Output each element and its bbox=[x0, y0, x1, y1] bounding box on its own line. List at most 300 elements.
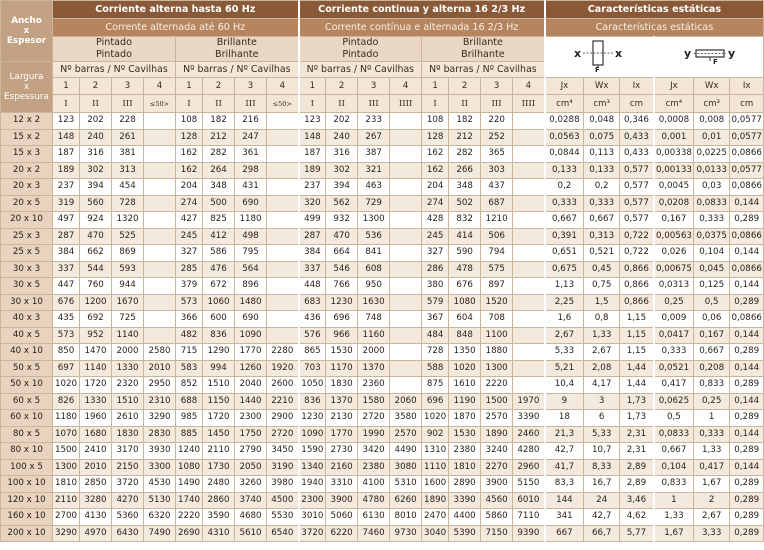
static-cell: 0,667 bbox=[584, 212, 620, 229]
ampacity-cell: 2300 bbox=[299, 492, 326, 509]
size-cell: 20 x 2 bbox=[1, 162, 53, 179]
bar-count-header: 1 bbox=[176, 78, 203, 95]
ampacity-cell: 1330 bbox=[112, 360, 144, 377]
ampacity-cell: 261 bbox=[112, 129, 144, 146]
ampacity-cell: 600 bbox=[203, 311, 235, 328]
ampacity-cell: 212 bbox=[449, 129, 481, 146]
ampacity-cell: 1530 bbox=[449, 426, 481, 443]
size-cell: 200 x 10 bbox=[1, 525, 53, 542]
bar-count-header: 4 bbox=[513, 78, 545, 95]
ampacity-cell: 123 bbox=[299, 113, 326, 130]
ampacity-cell: 3280 bbox=[80, 492, 112, 509]
ampacity-cell: 348 bbox=[203, 179, 235, 196]
ampacity-cell: 1770 bbox=[235, 344, 267, 361]
ampacity-cell bbox=[144, 278, 176, 295]
static-cell: 0,0866 bbox=[730, 179, 764, 196]
ampacity-cell bbox=[267, 195, 299, 212]
ampacity-cell: 1670 bbox=[112, 294, 144, 311]
ampacity-cell: 435 bbox=[53, 311, 80, 328]
static-cell: 0,144 bbox=[730, 459, 764, 476]
table-row bbox=[1, 162, 764, 179]
ampacity-cell: 380 bbox=[422, 278, 449, 295]
ampacity-cell: 869 bbox=[112, 245, 144, 262]
size-cell: 100 x 5 bbox=[1, 459, 53, 476]
ampacity-cell: 2010 bbox=[144, 360, 176, 377]
roman-units-row bbox=[1, 95, 764, 113]
ampacity-cell: 3590 bbox=[203, 509, 235, 526]
ampacity-cell: 187 bbox=[299, 146, 326, 163]
ampacity-cell: 6430 bbox=[112, 525, 144, 542]
ampacity-cell: 387 bbox=[358, 146, 390, 163]
static-cell: 0,104 bbox=[694, 245, 730, 262]
bar-count-header: 2 bbox=[203, 78, 235, 95]
ampacity-cell: 1480 bbox=[235, 294, 267, 311]
ampacity-cell: 162 bbox=[176, 162, 203, 179]
static-cell: 1,73 bbox=[620, 393, 654, 410]
bar-count-header: 2 bbox=[326, 78, 358, 95]
static-cell: 0,289 bbox=[730, 509, 764, 526]
static-cell: 42,7 bbox=[584, 509, 620, 526]
size-cell: 40 x 5 bbox=[1, 327, 53, 344]
ampacity-cell: 6260 bbox=[390, 492, 422, 509]
static-cell: 0,133 bbox=[545, 162, 584, 179]
ampacity-cell: 313 bbox=[112, 162, 144, 179]
static-cell: 4,17 bbox=[584, 377, 620, 394]
ampacity-cell: 3310 bbox=[326, 476, 358, 493]
static-cell: 667 bbox=[545, 525, 584, 542]
ampacity-cell: 1830 bbox=[326, 377, 358, 394]
static-cell: 0,866 bbox=[620, 294, 654, 311]
static-cell: 2,89 bbox=[620, 476, 654, 493]
ampacity-cell: 266 bbox=[449, 162, 481, 179]
table-row bbox=[1, 212, 764, 229]
ampacity-cell: 1210 bbox=[481, 212, 513, 229]
ampacity-cell: 562 bbox=[326, 195, 358, 212]
static-cell: 6 bbox=[584, 410, 620, 427]
ampacity-cell: 302 bbox=[326, 162, 358, 179]
bar-count-header: 1 bbox=[299, 78, 326, 95]
ampacity-cell: 2960 bbox=[513, 459, 545, 476]
ampacity-cell bbox=[390, 146, 422, 163]
x-axis-figure bbox=[545, 37, 654, 78]
ampacity-cell: 274 bbox=[422, 195, 449, 212]
ampacity-cell: 204 bbox=[176, 179, 203, 196]
ampacity-cell: 3420 bbox=[358, 443, 390, 460]
ampacity-cell: 588 bbox=[422, 360, 449, 377]
size-cell: 50 x 5 bbox=[1, 360, 53, 377]
ampacity-cell: 4130 bbox=[80, 509, 112, 526]
ampacity-cell: 108 bbox=[422, 113, 449, 130]
ampacity-cell: 687 bbox=[481, 195, 513, 212]
static-cell: 0,048 bbox=[584, 113, 620, 130]
size-cell: 30 x 5 bbox=[1, 278, 53, 295]
ampacity-cell: 2580 bbox=[144, 344, 176, 361]
ampacity-cell: 282 bbox=[449, 146, 481, 163]
ampacity-cell: 966 bbox=[326, 327, 358, 344]
static-col-header: Ix bbox=[730, 78, 764, 95]
static-cell: 0,167 bbox=[694, 327, 730, 344]
static-cell: 0,144 bbox=[730, 393, 764, 410]
ampacity-cell bbox=[513, 113, 545, 130]
ampacity-cell: 885 bbox=[176, 426, 203, 443]
static-cell: 5,77 bbox=[620, 525, 654, 542]
ampacity-cell bbox=[144, 113, 176, 130]
static-cell: 0,01 bbox=[694, 129, 730, 146]
ampacity-cell: 850 bbox=[53, 344, 80, 361]
static-cell: 0,026 bbox=[654, 245, 694, 262]
ampacity-cell: 3190 bbox=[267, 459, 299, 476]
ampacity-cell: 2790 bbox=[235, 443, 267, 460]
ampacity-cell bbox=[390, 245, 422, 262]
static-cell: 0,167 bbox=[654, 212, 694, 229]
ampacity-cell: 826 bbox=[53, 393, 80, 410]
ampacity-cell: 841 bbox=[358, 245, 390, 262]
ampacity-cell bbox=[144, 146, 176, 163]
ampacity-cell: 760 bbox=[80, 278, 112, 295]
static-cell: 0,0133 bbox=[694, 162, 730, 179]
ampacity-cell: 950 bbox=[358, 278, 390, 295]
static-cell: 0,833 bbox=[654, 476, 694, 493]
ampacity-cell: 1340 bbox=[299, 459, 326, 476]
ampacity-cell: 1140 bbox=[80, 360, 112, 377]
finish-row bbox=[1, 37, 764, 62]
ampacity-cell: 932 bbox=[326, 212, 358, 229]
ampacity-cell: 3040 bbox=[422, 525, 449, 542]
ampacity-cell: 1370 bbox=[358, 360, 390, 377]
static-cell: 0,289 bbox=[730, 377, 764, 394]
ampacity-cell: 3080 bbox=[390, 459, 422, 476]
ampacity-cell: 298 bbox=[235, 162, 267, 179]
ampacity-cell: 2360 bbox=[358, 377, 390, 394]
static-cell: 0,333 bbox=[545, 195, 584, 212]
static-cell: 0,0866 bbox=[730, 228, 764, 245]
ampacity-cell: 2050 bbox=[235, 459, 267, 476]
ampacity-cell: 3290 bbox=[144, 410, 176, 427]
finish-painted: Pintado Pintado bbox=[299, 37, 422, 62]
static-cell: 0,577 bbox=[620, 195, 654, 212]
ampacity-cell: 4500 bbox=[267, 492, 299, 509]
ampacity-cell: 348 bbox=[449, 179, 481, 196]
ampacity-cell: 1080 bbox=[176, 459, 203, 476]
ampacity-cell: 1630 bbox=[358, 294, 390, 311]
static-cell: 0,75 bbox=[584, 278, 620, 295]
size-cell: 25 x 3 bbox=[1, 228, 53, 245]
ampacity-cell: 3010 bbox=[299, 509, 326, 526]
ampacity-cell bbox=[144, 245, 176, 262]
ampacity-cell: 1490 bbox=[176, 476, 203, 493]
static-cell: 0,5 bbox=[694, 294, 730, 311]
bar-count-header: 3 bbox=[235, 78, 267, 95]
ampacity-cell: 676 bbox=[53, 294, 80, 311]
bar-roman-header: IIII bbox=[390, 95, 422, 113]
ampacity-cell: 696 bbox=[422, 393, 449, 410]
ampacity-cell bbox=[513, 294, 545, 311]
ampacity-cell: 2220 bbox=[481, 377, 513, 394]
static-cell: 0,113 bbox=[584, 146, 620, 163]
static-cell: 0,0045 bbox=[654, 179, 694, 196]
size-cell: 50 x 10 bbox=[1, 377, 53, 394]
ampacity-cell: 2110 bbox=[53, 492, 80, 509]
ampacity-cell: 1830 bbox=[112, 426, 144, 443]
table-row bbox=[1, 360, 764, 377]
ampacity-cell: 321 bbox=[358, 162, 390, 179]
ampacity-cell: 924 bbox=[80, 212, 112, 229]
ampacity-cell: 5530 bbox=[267, 509, 299, 526]
ampacity-cell: 715 bbox=[176, 344, 203, 361]
ampacity-cell: 795 bbox=[235, 245, 267, 262]
table-row bbox=[1, 179, 764, 196]
ampacity-cell: 320 bbox=[299, 195, 326, 212]
ampacity-cell: 536 bbox=[358, 228, 390, 245]
ampacity-cell: 204 bbox=[422, 179, 449, 196]
static-cell: 1,44 bbox=[620, 360, 654, 377]
ampacity-cell: 728 bbox=[112, 195, 144, 212]
ampacity-cell: 7150 bbox=[481, 525, 513, 542]
ampacity-cell: 1180 bbox=[53, 410, 80, 427]
ampacity-cell bbox=[513, 245, 545, 262]
ampacity-cell: 1200 bbox=[80, 294, 112, 311]
static-cell: 2,08 bbox=[584, 360, 620, 377]
ampacity-cell: 437 bbox=[481, 179, 513, 196]
ampacity-cell: 832 bbox=[449, 212, 481, 229]
ampacity-cell: 1810 bbox=[53, 476, 80, 493]
ampacity-cell: 5610 bbox=[235, 525, 267, 542]
ampacity-cell: 1580 bbox=[358, 393, 390, 410]
static-cell: 0,8 bbox=[584, 311, 620, 328]
ampacity-cell: 2110 bbox=[203, 443, 235, 460]
ampacity-cell: 2320 bbox=[112, 377, 144, 394]
ampacity-cell: 240 bbox=[80, 129, 112, 146]
ampacity-cell: 1320 bbox=[112, 212, 144, 229]
ampacity-cell: 414 bbox=[449, 228, 481, 245]
ampacity-cell: 2730 bbox=[326, 443, 358, 460]
ampacity-cell: 1300 bbox=[358, 212, 390, 229]
static-cell: 1 bbox=[654, 492, 694, 509]
ampacity-cell bbox=[390, 360, 422, 377]
size-cell: 15 x 2 bbox=[1, 129, 53, 146]
ampacity-cell: 6130 bbox=[358, 509, 390, 526]
ampacity-cell bbox=[513, 195, 545, 212]
static-cell: 0,06 bbox=[694, 311, 730, 328]
static-cell: 0,0288 bbox=[545, 113, 584, 130]
ampacity-cell: 5310 bbox=[390, 476, 422, 493]
ampacity-cell: 2210 bbox=[267, 393, 299, 410]
ampacity-cell: 1810 bbox=[449, 459, 481, 476]
static-cell: 1,15 bbox=[620, 327, 654, 344]
static-cell: 18 bbox=[545, 410, 584, 427]
bar-number-row bbox=[1, 78, 764, 95]
ampacity-cell: 454 bbox=[112, 179, 144, 196]
bar-roman-header: III bbox=[112, 95, 144, 113]
ampacity-cell bbox=[513, 212, 545, 229]
ampacity-cell: 216 bbox=[235, 113, 267, 130]
ampacity-cell: 1590 bbox=[299, 443, 326, 460]
table-row bbox=[1, 443, 764, 460]
static-cell: 0,0225 bbox=[694, 146, 730, 163]
static-cell: 0,0866 bbox=[730, 261, 764, 278]
ampacity-cell: 2010 bbox=[80, 459, 112, 476]
ampacity-cell: 303 bbox=[481, 162, 513, 179]
ampacity-cell: 1230 bbox=[326, 294, 358, 311]
ampacity-cell: 5060 bbox=[326, 509, 358, 526]
static-cell: 0,667 bbox=[545, 212, 584, 229]
ampacity-cell: 1960 bbox=[80, 410, 112, 427]
table-row bbox=[1, 129, 764, 146]
ampacity-cell: 1600 bbox=[422, 476, 449, 493]
table-row bbox=[1, 311, 764, 328]
ampacity-cell: 952 bbox=[80, 327, 112, 344]
ampacity-cell: 825 bbox=[203, 212, 235, 229]
static-cell: 0,0844 bbox=[545, 146, 584, 163]
ampacity-cell: 412 bbox=[203, 228, 235, 245]
ampacity-cell: 5390 bbox=[449, 525, 481, 542]
svg-text:y: y bbox=[683, 47, 692, 60]
static-cell: 10,4 bbox=[545, 377, 584, 394]
ampacity-cell: 448 bbox=[299, 278, 326, 295]
svg-text:x: x bbox=[615, 47, 623, 60]
static-cell: 0,008 bbox=[694, 113, 730, 130]
svg-text:y: y bbox=[727, 47, 736, 60]
static-cell: 0,417 bbox=[654, 377, 694, 394]
ampacity-cell bbox=[267, 179, 299, 196]
static-cell: 0,001 bbox=[654, 129, 694, 146]
static-cell: 3,46 bbox=[620, 492, 654, 509]
ampacity-cell: 1740 bbox=[176, 492, 203, 509]
ampacity-cell: 994 bbox=[203, 360, 235, 377]
bars-label: Nº barras / Nº Cavilhas bbox=[176, 62, 299, 78]
bar-roman-header: I bbox=[299, 95, 326, 113]
ampacity-cell: 944 bbox=[112, 278, 144, 295]
ampacity-cell bbox=[267, 278, 299, 295]
ampacity-cell: 287 bbox=[299, 228, 326, 245]
ampacity-cell bbox=[144, 129, 176, 146]
ampacity-cell: 576 bbox=[299, 327, 326, 344]
static-cell: 0,333 bbox=[654, 344, 694, 361]
static-cell: 0,125 bbox=[694, 278, 730, 295]
dc-title: Corriente continua y alterna 16 2/3 Hz bbox=[299, 1, 545, 19]
ampacity-cell bbox=[390, 294, 422, 311]
ampacity-cell: 497 bbox=[53, 212, 80, 229]
ampacity-cell: 2460 bbox=[513, 426, 545, 443]
static-cell: 0,577 bbox=[620, 212, 654, 229]
ampacity-cell: 1920 bbox=[267, 360, 299, 377]
table-row bbox=[1, 525, 764, 542]
table-row bbox=[1, 410, 764, 427]
table-row bbox=[1, 426, 764, 443]
static-cell: 2,31 bbox=[620, 443, 654, 460]
table-row bbox=[1, 476, 764, 493]
ampacity-cell: 4780 bbox=[358, 492, 390, 509]
static-cell: 0,651 bbox=[545, 245, 584, 262]
static-col-header: Jx bbox=[654, 78, 694, 95]
ampacity-cell bbox=[513, 327, 545, 344]
static-cell: 0,00563 bbox=[654, 228, 694, 245]
ampacity-cell: 1970 bbox=[513, 393, 545, 410]
ampacity-cell bbox=[390, 344, 422, 361]
ampacity-cell: 316 bbox=[326, 146, 358, 163]
ampacity-cell bbox=[267, 311, 299, 328]
bar-count-header: 4 bbox=[390, 78, 422, 95]
ampacity-cell: 604 bbox=[449, 311, 481, 328]
ampacity-cell: 3390 bbox=[449, 492, 481, 509]
ampacity-cell: 2220 bbox=[176, 509, 203, 526]
ampacity-cell: 2600 bbox=[267, 377, 299, 394]
static-cell: 0,009 bbox=[654, 311, 694, 328]
ampacity-cell: 608 bbox=[358, 261, 390, 278]
ampacity-cell: 1090 bbox=[235, 327, 267, 344]
ampacity-cell: 202 bbox=[80, 113, 112, 130]
ampacity-cell: 2900 bbox=[267, 410, 299, 427]
ampacity-cell: 202 bbox=[326, 113, 358, 130]
bar-count-header: 3 bbox=[112, 78, 144, 95]
ampacity-cell: 2720 bbox=[267, 426, 299, 443]
ampacity-cell: 1370 bbox=[326, 393, 358, 410]
ampacity-cell: 282 bbox=[203, 146, 235, 163]
static-cell: 0,289 bbox=[730, 525, 764, 542]
static-unit-header: cm³ bbox=[694, 95, 730, 113]
static-col-header: Wx bbox=[694, 78, 730, 95]
ampacity-cell: 2610 bbox=[112, 410, 144, 427]
ampacity-cell: 1190 bbox=[449, 393, 481, 410]
static-cell: 1,5 bbox=[584, 294, 620, 311]
ampacity-cell: 690 bbox=[235, 311, 267, 328]
ampacity-cell bbox=[513, 311, 545, 328]
ampacity-cell: 3900 bbox=[481, 476, 513, 493]
ampacity-cell: 498 bbox=[235, 228, 267, 245]
ampacity-cell: 3240 bbox=[481, 443, 513, 460]
static-cell: 1,15 bbox=[620, 344, 654, 361]
ampacity-cell: 5360 bbox=[112, 509, 144, 526]
ampacity-cell: 337 bbox=[299, 261, 326, 278]
ampacity-cell: 848 bbox=[449, 327, 481, 344]
bars-label: Nº barras / Nº Cavilhas bbox=[299, 62, 422, 78]
size-cell: 80 x 5 bbox=[1, 426, 53, 443]
ampacity-cell bbox=[267, 327, 299, 344]
ampacity-cell: 128 bbox=[176, 129, 203, 146]
static-cell: 0,289 bbox=[730, 212, 764, 229]
ampacity-cell: 1720 bbox=[80, 377, 112, 394]
ampacity-cell: 836 bbox=[299, 393, 326, 410]
static-cell: 0,144 bbox=[730, 195, 764, 212]
ampacity-cell: 4270 bbox=[112, 492, 144, 509]
ampacity-cell: 431 bbox=[235, 179, 267, 196]
ampacity-cell: 1180 bbox=[235, 212, 267, 229]
ampacity-cell: 1730 bbox=[203, 459, 235, 476]
ampacity-cell: 189 bbox=[299, 162, 326, 179]
ampacity-cell: 237 bbox=[53, 179, 80, 196]
bar-count-header: 2 bbox=[80, 78, 112, 95]
bar-roman-header: I bbox=[176, 95, 203, 113]
ampacity-cell: 573 bbox=[176, 294, 203, 311]
ampacity-cell bbox=[390, 113, 422, 130]
ampacity-cell: 1890 bbox=[481, 426, 513, 443]
static-unit-header: cm⁴ bbox=[545, 95, 584, 113]
static-cell: 2,67 bbox=[545, 327, 584, 344]
ampacity-cell: 985 bbox=[176, 410, 203, 427]
static-cell: 10,7 bbox=[584, 443, 620, 460]
static-cell: 0,03 bbox=[694, 179, 730, 196]
static-cell: 0,667 bbox=[654, 443, 694, 460]
ampacity-cell bbox=[267, 212, 299, 229]
static-cell: 0,333 bbox=[584, 195, 620, 212]
ampacity-cell bbox=[267, 261, 299, 278]
static-cell: 0,144 bbox=[730, 278, 764, 295]
ampacity-cell: 2280 bbox=[267, 344, 299, 361]
bar-roman-header: I bbox=[422, 95, 449, 113]
ampacity-cell: 672 bbox=[203, 278, 235, 295]
ampacity-cell: 287 bbox=[53, 228, 80, 245]
ampacity-cell: 6540 bbox=[267, 525, 299, 542]
